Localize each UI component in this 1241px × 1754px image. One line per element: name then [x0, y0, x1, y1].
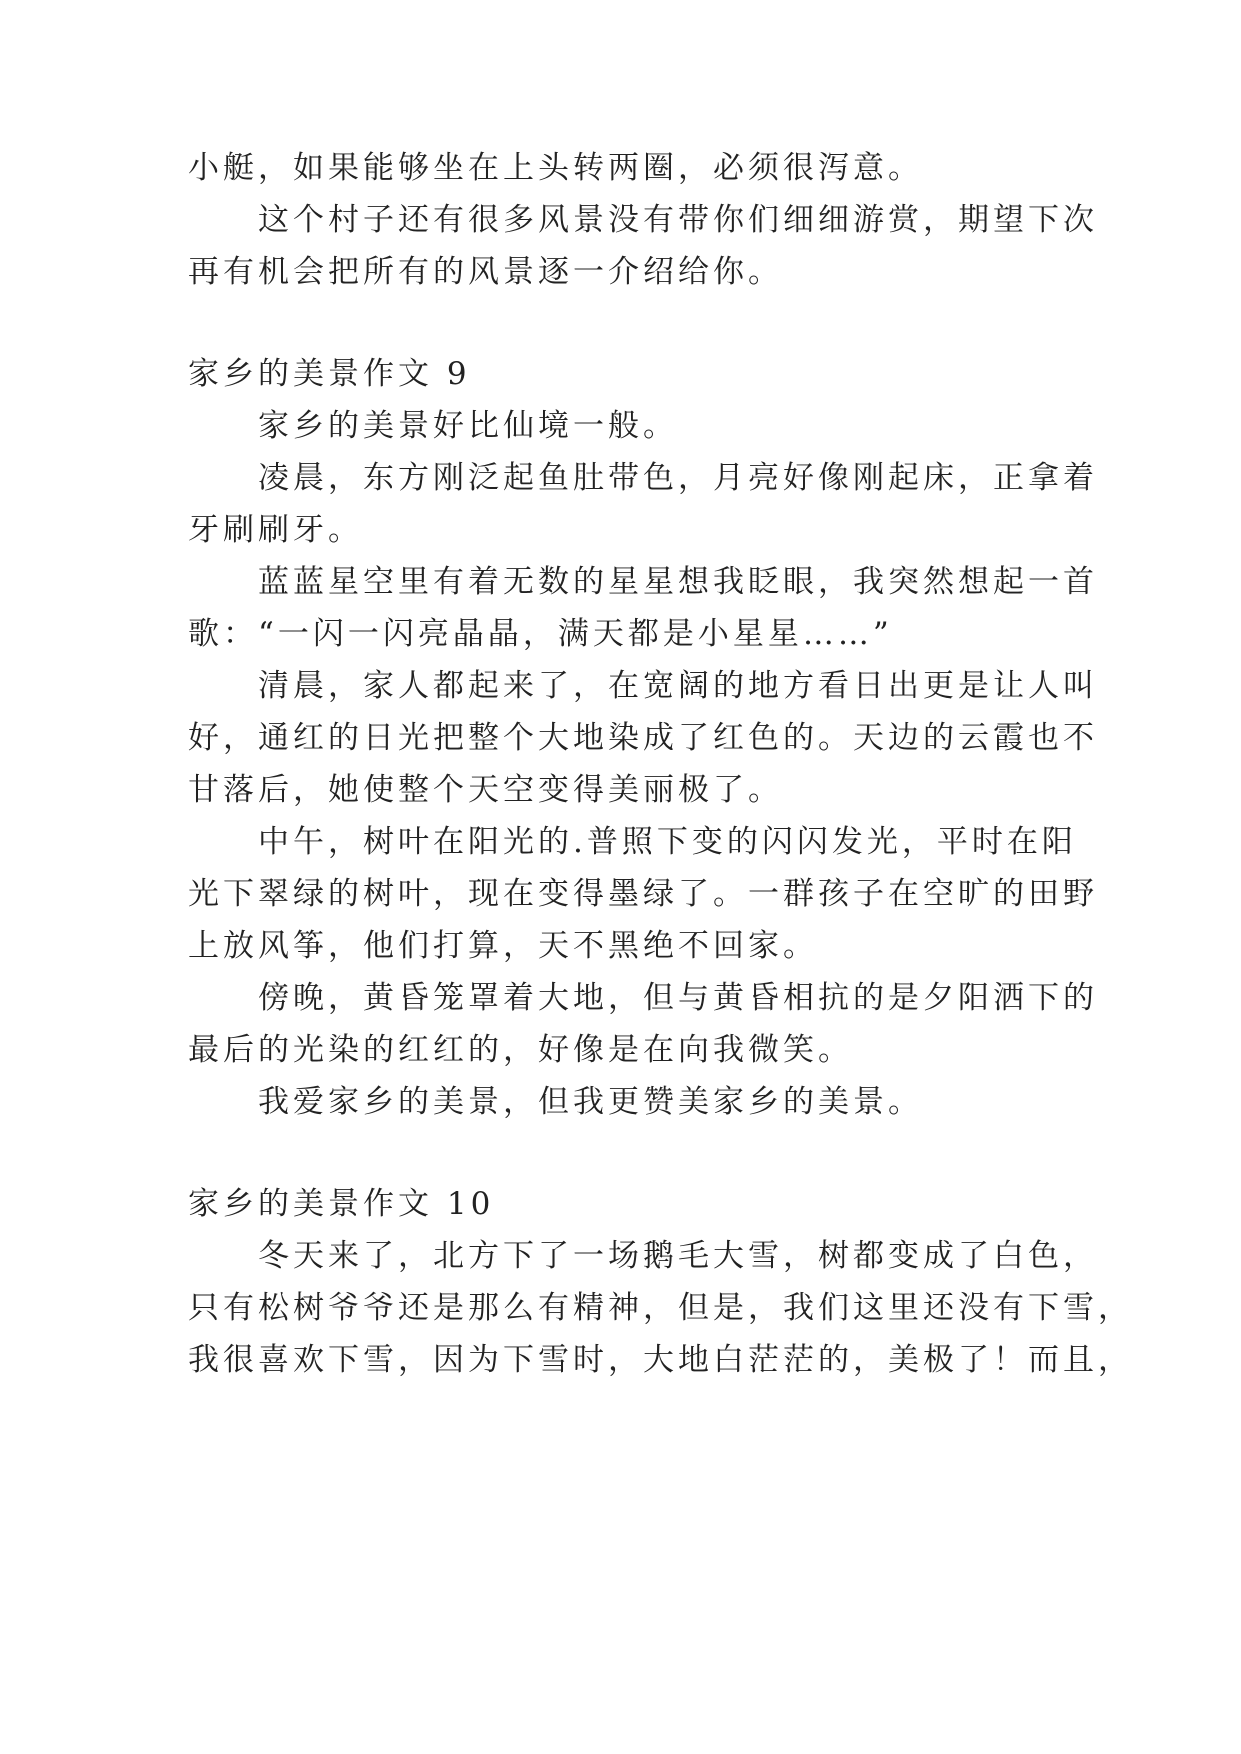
paragraph-line: 凌晨，东方刚泛起鱼肚带色，月亮好像刚起床，正拿着: [258, 460, 1098, 496]
paragraph-line: 蓝蓝星空里有着无数的星星想我眨眼，我突然想起一首: [258, 564, 1098, 600]
paragraph-line: 只有松树爷爷还是那么有精神，但是，我们这里还没有下雪，: [188, 1290, 1133, 1326]
paragraph-line: 牙刷刷牙。: [188, 512, 363, 548]
paragraph-line: 我很喜欢下雪，因为下雪时，大地白茫茫的，美极了！而且，: [188, 1342, 1133, 1378]
paragraph-line: 中午，树叶在阳光的.普照下变的闪闪发光，平时在阳: [258, 824, 1077, 860]
paragraph-line: 我爱家乡的美景，但我更赞美家乡的美景。: [258, 1084, 923, 1120]
paragraph-line: 小艇，如果能够坐在上头转两圈，必须很泻意。: [188, 150, 923, 186]
paragraph-line: 上放风筝，他们打算，天不黑绝不回家。: [188, 928, 818, 964]
paragraph-line: 甘落后，她使整个天空变得美丽极了。: [188, 772, 783, 808]
section-heading: 家乡的美景作文 10: [188, 1186, 495, 1222]
paragraph-line: 清晨，家人都起来了，在宽阔的地方看日出更是让人叫: [258, 668, 1098, 704]
paragraph-line: 最后的光染的红红的，好像是在向我微笑。: [188, 1032, 853, 1068]
paragraph-line: 好，通红的日光把整个大地染成了红色的。天边的云霞也不: [188, 720, 1098, 756]
paragraph-line: 再有机会把所有的风景逐一介绍给你。: [188, 254, 783, 290]
paragraph-line: 家乡的美景好比仙境一般。: [258, 408, 678, 444]
paragraph-line: 光下翠绿的树叶，现在变得墨绿了。一群孩子在空旷的田野: [188, 876, 1098, 912]
paragraph-line: 歌：“一闪一闪亮晶晶，满天都是小星星……”: [188, 616, 893, 652]
paragraph-line: 这个村子还有很多风景没有带你们细细游赏，期望下次: [258, 202, 1098, 238]
paragraph-line: 冬天来了，北方下了一场鹅毛大雪，树都变成了白色，: [258, 1238, 1098, 1274]
paragraph-line: 傍晚，黄昏笼罩着大地，但与黄昏相抗的是夕阳洒下的: [258, 980, 1098, 1016]
section-heading: 家乡的美景作文 9: [188, 356, 471, 392]
